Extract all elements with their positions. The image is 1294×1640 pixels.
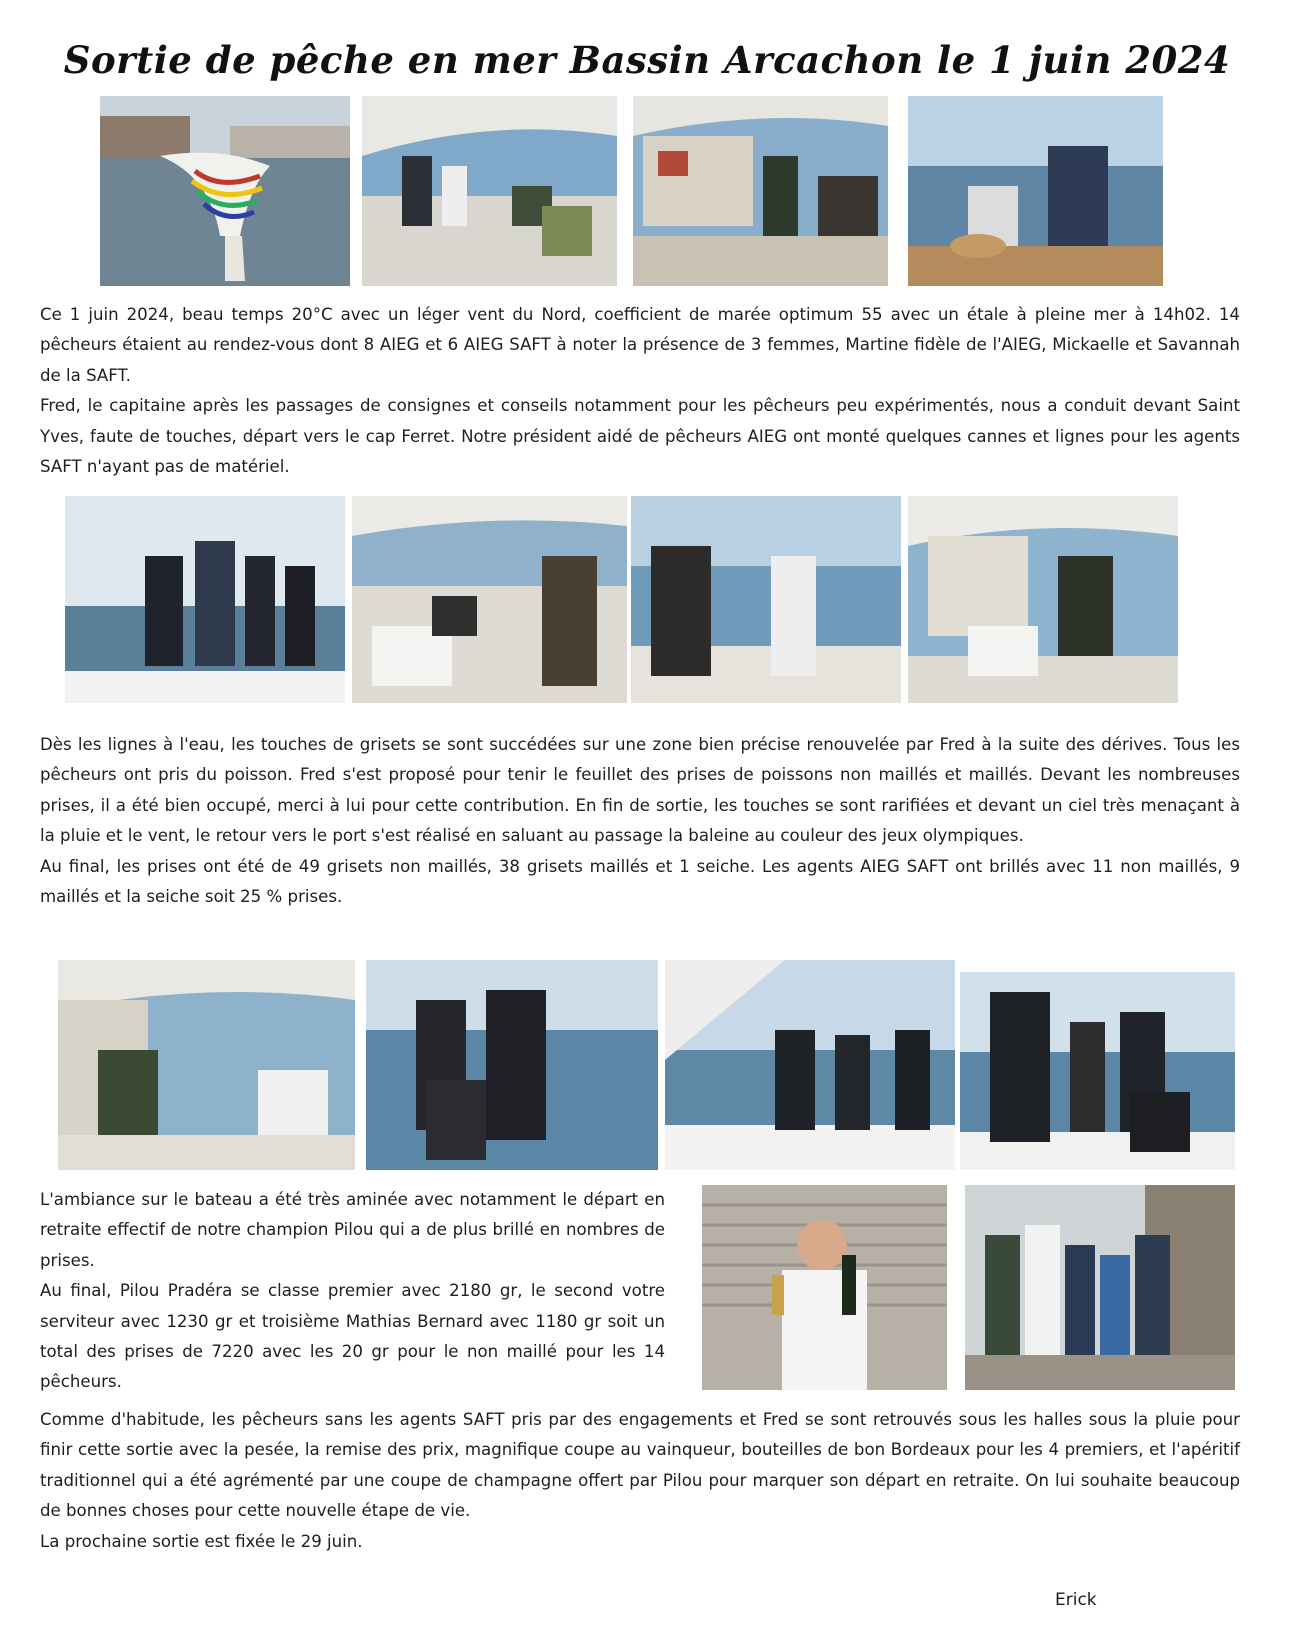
- ambiance-paragraph: Au final, Pilou Pradéra se classe premier avec 2180 gr, le second votre serviteur avec 1230 gr et troisième Mathias Bernard avec 1180 gr soit un total des prises de 7220 avec les 20 gr pour le non maillé pour les 14 pêcheurs.: [40, 1281, 665, 1392]
- whale-sculpture-photo: [100, 96, 350, 286]
- middle-paragraph: Dès les lignes à l'eau, les touches de grisets se sont succédées sur une zone bien précise renouvelée par Fred à la suite des dérives. Tous les pêcheurs ont pris du poisson. Fred s'est proposé pour tenir le feuillet des prises de poissons non maillés et maillés. Devant les nombreuses prises, il a été bien occupé, merci à lui pour cette contribution. En fin de sortie, les touches se sont rarifiées et devant un ciel très menaçant à la pluie et le vent, le retour vers le port s'est réalisé en saluant au passage la baleine au couleur des jeux olympiques.: [40, 735, 1240, 846]
- middle-text: [40, 730, 1240, 912]
- signature: Erick: [1055, 1590, 1097, 1610]
- fishermen-stern-photo: [908, 96, 1163, 286]
- intro-paragraph: Fred, le capitaine après les passages de consignes et conseils notamment pour les pêcheurs peu expérimentés, nous a conduit devant Saint Yves, faute de touches, départ vers le cap Ferret. Notre président aidé de pêcheurs AIEG ont monté quelques cannes et lignes pour les agents SAFT n'ayant pas de matériel.: [40, 396, 1240, 477]
- group-bow-photo: [960, 972, 1235, 1170]
- boat-cabin-photo: [633, 96, 888, 286]
- boat-deck-photo: [362, 96, 617, 286]
- winner-trophy-photo: [702, 1185, 947, 1390]
- ambiance-paragraph: L'ambiance sur le bateau a été très aminée avec notamment le départ en retraite effectif de notre champion Pilou qui a de plus brillé en nombres de prises.: [40, 1190, 665, 1270]
- closing-paragraph: Comme d'habitude, les pêcheurs sans les agents SAFT pris par des engagements et Fred se sont retrouvés sous les halles sous la pluie pour finir cette sortie avec la pesée, la remise des prix, magnifique coupe au vainqueur, bouteilles de bon Bordeaux pour les 4 premiers, et l'apéritif traditionnel qui a été agrémenté par une coupe de champagne offert par Pilou pour marquer son départ en retraite. On lui souhaite beaucoup de bonnes choses pour cette nouvelle étape de vie.: [40, 1410, 1240, 1521]
- closing-text: [40, 1405, 1240, 1557]
- ambiance-text: [40, 1185, 665, 1398]
- group-halles-photo: [965, 1185, 1235, 1390]
- fishermen-bow-group-photo: [665, 960, 955, 1170]
- closing-paragraph: La prochaine sortie est fixée le 29 juin.: [40, 1531, 363, 1551]
- middle-paragraph: Au final, les prises ont été de 49 grisets non maillés, 38 grisets maillés et 1 seiche. Les agents AIEG SAFT ont brillés avec 11 non maillés, 9 maillés et la seiche soit 25 % prises.: [40, 856, 1240, 907]
- boat-crew-photo: [631, 496, 901, 703]
- fishermen-bow-photo: [65, 496, 345, 703]
- page-title: Sortie de pêche en mer Bassin Arcachon le 1 juin 2024: [63, 38, 1231, 82]
- intro-text: [40, 300, 1240, 482]
- captain-seated-photo: [58, 960, 355, 1170]
- boat-cabin-fishing-photo: [908, 496, 1178, 703]
- intro-paragraph: Ce 1 juin 2024, beau temps 20°C avec un léger vent du Nord, coefficient de marée optimum 55 avec un étale à pleine mer à 14h02. 14 pêcheurs étaient au rendez-vous dont 8 AIEG et 6 AIEG SAFT à noter la présence de 3 femmes, Martine fidèle de l'AIEG, Mickaelle et Savannah de la SAFT.: [40, 305, 1240, 385]
- boat-deck-rods-photo: [352, 496, 627, 703]
- fishermen-rail-photo: [366, 960, 658, 1170]
